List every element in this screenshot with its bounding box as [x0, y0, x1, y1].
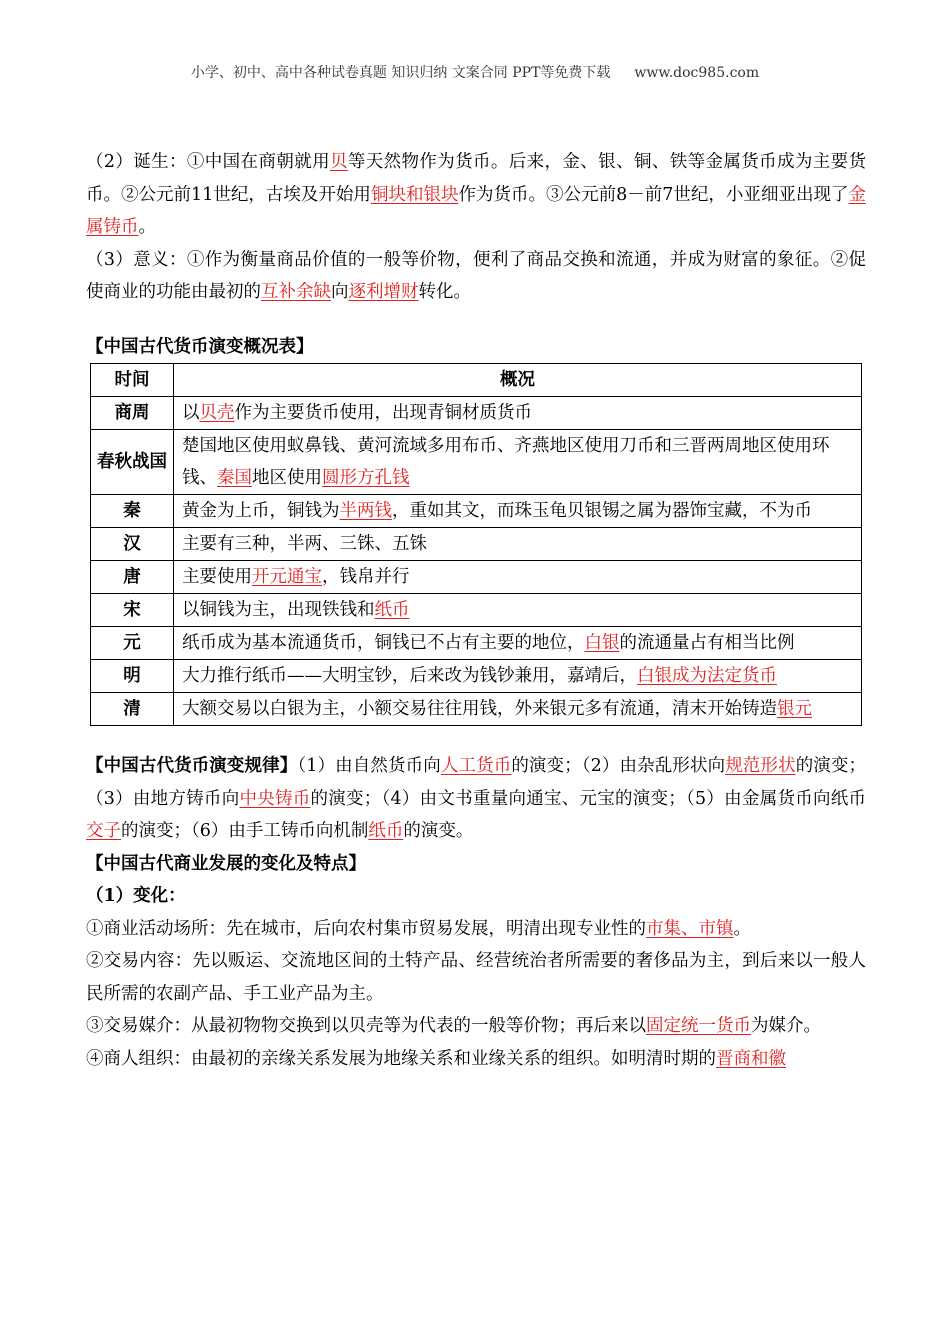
paragraph-meaning [86, 244, 866, 309]
table-row [91, 397, 862, 430]
answer-blank: 中央铸币 [239, 788, 311, 809]
answer-blank: 互补余缺 [261, 282, 331, 302]
era-cell: 明 [91, 660, 174, 693]
commerce-subtitle: （1）变化： [86, 886, 186, 906]
text-run: 以 [182, 403, 200, 423]
answer-blank: 贝 [329, 152, 348, 172]
desc-cell [174, 561, 862, 594]
header-text: 小学、初中、高中各种试卷真题 知识归纳 文案合同 PPT等免费下载 [190, 65, 611, 81]
answer-blank: 固定统一货币 [646, 1016, 751, 1036]
answer-blank: 交子 [86, 821, 121, 841]
text-run: 作为主要货币使用，出现青铜材质货币 [234, 403, 532, 423]
answer-blank: 逐利增财 [348, 282, 419, 302]
text-run: 以铜钱为主，出现铁钱和 [182, 600, 375, 620]
answer-blank: 纸币 [374, 600, 410, 620]
desc-cell [174, 594, 862, 627]
table-row [91, 561, 862, 594]
answer-blank: 半两钱 [339, 501, 392, 521]
text-run: 纸币成为基本流通货币，铜钱已不占有主要的地位， [182, 633, 585, 653]
table-header-row [91, 364, 862, 397]
commerce-item-4 [86, 1043, 866, 1076]
text-run: 黄金为上币，铜钱为 [182, 501, 340, 521]
commerce-item-1 [86, 913, 866, 946]
header-desc: 概况 [174, 364, 862, 397]
table-row [91, 495, 862, 528]
header-url[interactable]: www.doc985.com [634, 65, 760, 81]
text-run: （3）意义：①作为衡量商品价值的一般等价物，便利了商品交换和流通，并成为财富的象征。②促使商业的功能由最初的 [86, 249, 866, 302]
answer-blank: 开元通宝 [252, 567, 322, 587]
table-row [91, 528, 862, 561]
text-run: 的演变；（3）由地方铸币向 [86, 756, 867, 809]
text-run: 的演变；（2）由杂乱形状向 [511, 756, 726, 776]
text-run: ③交易媒介：从最初物物交换到以贝壳等为代表的一般等价物；再后来以 [86, 1016, 646, 1036]
commerce-item-2: ②交易内容：先以贩运、交流地区间的土特产品、经营统治者所需要的奢侈品为主，到后来以一般人民所需的农副产品、手工业产品为主。 [86, 951, 866, 1004]
answer-blank: 纸币 [368, 821, 404, 841]
text-run: 的演变；（4）由文书重量向通宝、元宝的演变；（5）由金属货币向纸币 [310, 788, 866, 809]
desc-cell [174, 627, 862, 660]
desc-cell [174, 430, 862, 495]
answer-blank: 银元 [777, 699, 812, 719]
desc-cell [174, 660, 862, 693]
commerce-title: 【中国古代商业发展的变化及特点】 [86, 853, 366, 874]
answer-blank: 白银成为法定货币 [637, 666, 777, 686]
text-run: 楚国地区使用蚁鼻钱、黄河流域多用布币、齐燕地区使用刀币和三晋两周地区使用环钱、 [182, 436, 830, 488]
text-run: 的演变。 [403, 821, 474, 841]
era-cell: 秦 [91, 495, 174, 528]
era-cell: 商周 [91, 397, 174, 430]
answer-blank: 铜块和银块 [370, 184, 459, 205]
paragraph-laws [86, 750, 866, 848]
text-run: 作为货币。③公元前8－前7世纪，小亚细亚出现了 [458, 184, 849, 205]
text-run: ，重如其文，而珠玉龟贝银锡之属为器饰宝藏，不为币 [392, 501, 812, 521]
text-run: （1）由自然货币向 [297, 756, 441, 776]
text-run: 主要有三种，半两、三铢、五铢 [182, 534, 427, 554]
answer-blank: 秦国 [217, 468, 252, 488]
text-run: 。 [138, 217, 156, 237]
table-row [91, 627, 862, 660]
text-run: ④商人组织：由最初的亲缘关系发展为地缘关系和业缘关系的组织。如明清时期的 [86, 1048, 716, 1069]
desc-cell [174, 693, 862, 726]
answer-blank: 晋商和徽 [716, 1048, 786, 1069]
table-row [91, 660, 862, 693]
text-run: 为媒介。 [751, 1016, 821, 1036]
table-row [91, 594, 862, 627]
header-time: 时间 [91, 364, 174, 397]
text-run: ，钱帛并行 [322, 567, 410, 587]
text-run: 向 [331, 282, 349, 302]
desc-cell [174, 397, 862, 430]
table-row [91, 430, 862, 495]
text-run: 主要使用 [182, 567, 252, 587]
page-header [0, 62, 950, 82]
answer-blank: 市集、市镇 [646, 918, 734, 939]
text-run: 转化。 [418, 282, 471, 302]
era-cell: 清 [91, 693, 174, 726]
table-body [91, 397, 862, 726]
answer-blank: 白银 [584, 633, 620, 653]
section-title: 【中国古代货币演变规律】 [86, 756, 298, 776]
text-run: 的流通量占有相当比例 [619, 633, 795, 653]
era-cell: 宋 [91, 594, 174, 627]
paragraph-birth [86, 146, 866, 244]
text-run: 大额交易以白银为主，小额交易往往用钱，外来银元多有流通，清末开始铸造 [182, 699, 777, 719]
text-run: 。 [733, 918, 751, 939]
era-cell: 元 [91, 627, 174, 660]
text-run: 的演变；（6）由手工铸币向机制 [121, 821, 369, 841]
commerce-item-3 [86, 1010, 866, 1043]
desc-cell [174, 495, 862, 528]
table-row [91, 693, 862, 726]
text-run: ①商业活动场所：先在城市，后向农村集市贸易发展，明清出现专业性的 [86, 918, 646, 939]
desc-cell [174, 528, 862, 561]
answer-blank: 圆形方孔钱 [322, 468, 410, 488]
text-run: 等天然物作为货币。后来，金、银、铜、铁等金属货币成为主要货币。②公元前11世纪，古埃及开始用 [86, 152, 867, 205]
era-cell: 汉 [91, 528, 174, 561]
answer-blank: 贝壳 [199, 403, 235, 423]
answer-blank: 规范形状 [725, 756, 796, 776]
answer-blank: 金属铸币 [86, 184, 866, 237]
era-cell: 唐 [91, 561, 174, 594]
currency-evolution-table [90, 363, 862, 726]
text-run: （2）诞生：①中国在商朝就用 [86, 152, 330, 172]
era-cell: 春秋战国 [91, 430, 174, 495]
text-run: 大力推行纸币——大明宝钞，后来改为钱钞兼用，嘉靖后， [182, 666, 637, 686]
document-body [86, 146, 866, 1075]
text-run: 地区使用 [252, 468, 322, 488]
table-title: 【中国古代货币演变概况表】 [86, 336, 314, 357]
answer-blank: 人工货币 [440, 756, 512, 776]
